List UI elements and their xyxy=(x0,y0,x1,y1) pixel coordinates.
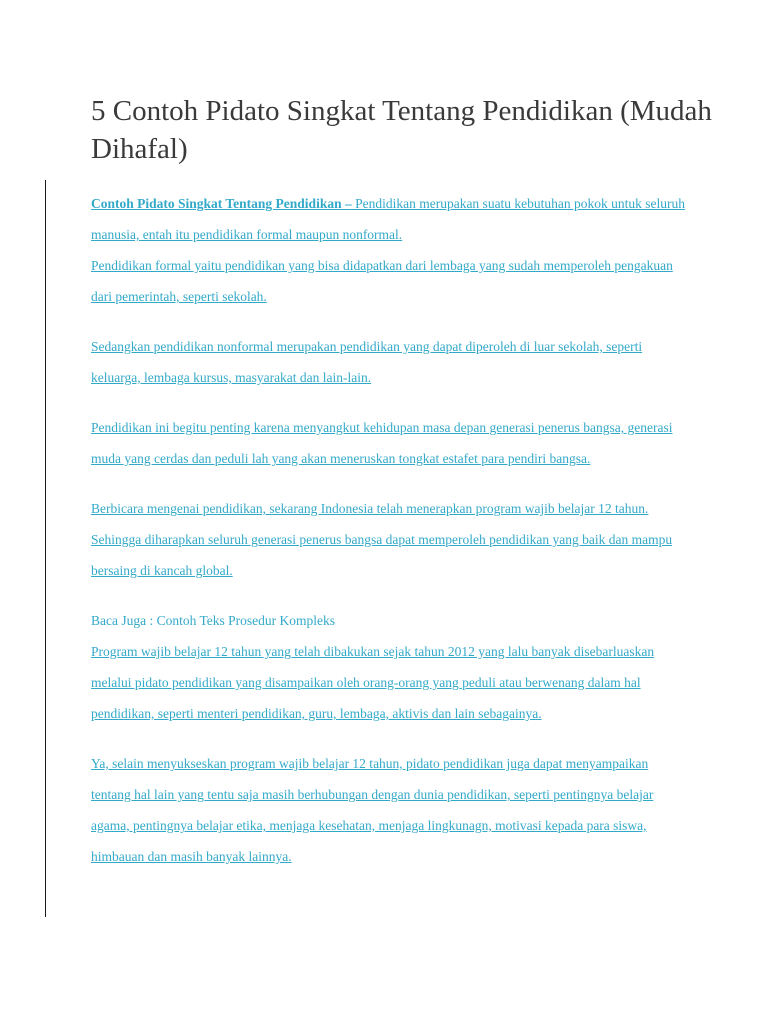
wajib-belajar-text-link[interactable]: Berbicara mengenai pendidikan, sekarang Indonesia telah menerapkan program wajib belajar 12 tahun. Sehingga diharapkan seluruh generasi penerus bangsa dapat memperoleh pendidikan yang baik dan mampu bersaing di kancah global. xyxy=(91,501,673,578)
selain-text-link[interactable]: Ya, selain menyukseskan program wajib belajar 12 tahun, pidato pendidikan juga dapat menyampaikan tentang hal lain yang tentu saja masih berhubungan dengan dunia pendidikan, seperti pentingnya belajar agama, pentingnya belajar etika, menjaga kesehatan, menjaga lingkunagn, motivasi kepada para siswa, himbauan dan masih banyak lainnya. xyxy=(91,756,654,864)
paragraph-program xyxy=(91,636,691,729)
lead-keyword-link[interactable]: Contoh Pidato Singkat Tentang Pendidikan – xyxy=(91,196,352,211)
paragraph-wajib-belajar xyxy=(91,493,691,586)
formal-text-link[interactable]: Pendidikan formal yaitu pendidikan yang bisa didapatkan dari lembaga yang sudah memperoleh pengakuan dari pemerintah, seperti sekolah. xyxy=(91,258,673,304)
paragraph-nonformal xyxy=(91,331,691,393)
penting-text-link[interactable]: Pendidikan ini begitu penting karena menyangkut kehidupan masa depan generasi penerus bangsa, generasi muda yang cerdas dan peduli lah yang akan meneruskan tongkat estafet para pendiri bangsa. xyxy=(91,420,673,466)
paragraph-penting xyxy=(91,412,691,474)
left-margin-rule xyxy=(45,180,46,917)
paragraph-selain xyxy=(91,748,691,872)
nonformal-text-link[interactable]: Sedangkan pendidikan nonformal merupakan pendidikan yang dapat diperoleh di luar sekolah, seperti keluarga, lembaga kursus, masyarakat dan lain-lain. xyxy=(91,339,643,385)
program-text-link[interactable]: Program wajib belajar 12 tahun yang telah dibakukan sejak tahun 2012 yang lalu banyak disebarluaskan melalui pidato pendidikan yang disampaikan oleh orang-orang yang peduli atau berwenang dalam hal pendidikan, seperti menteri pendidikan, guru, lembaga, aktivis dan lain sebagainya. xyxy=(91,644,655,721)
article-body xyxy=(91,188,691,891)
paragraph-formal xyxy=(91,250,691,312)
baca-juga-link[interactable]: Baca Juga : Contoh Teks Prosedur Kompleks xyxy=(91,613,336,628)
page-title: 5 Contoh Pidato Singkat Tentang Pendidikan (Mudah Dihafal) xyxy=(91,95,712,165)
baca-juga xyxy=(91,605,691,636)
paragraph-intro xyxy=(91,188,691,250)
intro-text-link[interactable]: Pendidikan merupakan suatu kebutuhan pokok untuk seluruh manusia, entah itu pendidikan formal maupun nonformal. xyxy=(91,196,686,242)
